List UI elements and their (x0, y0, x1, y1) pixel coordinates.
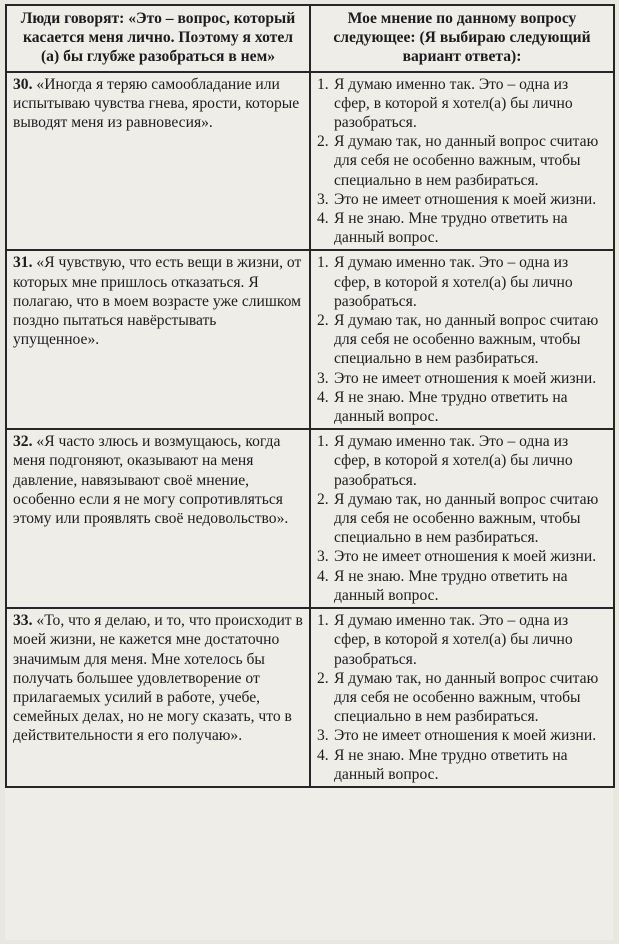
answer-option-text: Я не знаю. Мне трудно ответить на данный вопрос. (334, 746, 568, 783)
question-text: «Я часто злюсь и возмущаюсь, когда меня подгоняют, оказывают на меня давление, навязывают своё мнение, особенно если я не могу сопротивляться этому или проявлять своё недовольство». (13, 433, 289, 528)
answer-option[interactable] (317, 388, 607, 426)
answer-option-number: 1. (317, 433, 329, 451)
answer-option[interactable] (317, 547, 607, 566)
answer-option[interactable] (317, 190, 607, 209)
question-row (6, 429, 614, 608)
questionnaire-page (5, 4, 613, 940)
answer-options (310, 72, 614, 251)
answer-option-text: Я думаю так, но данный вопрос считаю для себя не особенно важным, чтобы специально в нем разбираться. (334, 669, 599, 726)
question-text: «Я чувствую, что есть вещи в жизни, от которых мне пришлось отказаться. Я полагаю, что в моем возрасте уже слишком поздно пытаться навёрстывать упущенное». (13, 254, 302, 349)
question-statement (6, 72, 310, 251)
answer-option[interactable] (317, 726, 607, 745)
answer-option[interactable] (317, 132, 607, 190)
answer-option[interactable] (317, 567, 607, 605)
answer-option[interactable] (317, 75, 607, 133)
question-statement (6, 608, 310, 787)
question-row (6, 608, 614, 787)
answer-option-text: Я думаю так, но данный вопрос считаю для себя не особенно важным, чтобы специально в нем разбираться. (334, 312, 599, 368)
question-number: 33. (13, 612, 33, 630)
question-number: 32. (13, 433, 33, 451)
question-number: 31. (13, 254, 33, 272)
answer-option-number: 2. (317, 312, 329, 330)
answer-options-list (317, 253, 607, 426)
answer-option-number: 3. (317, 548, 329, 566)
answer-option[interactable] (317, 490, 607, 548)
answer-option-number: 1. (317, 612, 329, 630)
answer-option[interactable] (317, 746, 607, 784)
answer-options (310, 429, 614, 608)
answer-option-number: 4. (317, 210, 329, 228)
question-text: «Иногда я теряю самообладание или испытываю чувства гнева, ярости, которые выводят меня из равновесия». (13, 75, 300, 132)
question-statement (6, 250, 310, 429)
answer-option[interactable] (317, 369, 607, 388)
answer-option-text: Я думаю именно так. Это – одна из сфер, в которой я хотел(а) бы лично разобраться. (334, 75, 573, 132)
answer-options-list (317, 75, 607, 248)
answer-option-text: Это не имеет отношения к моей жизни. (334, 727, 597, 745)
answer-option[interactable] (317, 432, 607, 490)
answer-option-number: 1. (317, 75, 329, 93)
answer-option-text: Я думаю именно так. Это – одна из сфер, в которой я хотел(а) бы лично разобраться. (334, 254, 573, 310)
answer-options-list (317, 611, 607, 784)
answer-option-text: Это не имеет отношения к моей жизни. (334, 190, 597, 208)
header-opinion: Мое мнение по данному вопросу следующее: (Я выбираю следующий вариант ответа): (310, 5, 614, 72)
answer-option-number: 4. (317, 746, 329, 764)
question-rows (6, 72, 614, 787)
question-row (6, 72, 614, 251)
answer-option-number: 3. (317, 190, 329, 208)
question-row (6, 250, 614, 429)
answer-option-number: 2. (317, 133, 329, 151)
header-row (6, 5, 614, 72)
question-statement (6, 429, 310, 608)
answer-option[interactable] (317, 611, 607, 669)
answer-option-text: Это не имеет отношения к моей жизни. (334, 369, 597, 387)
answer-option-number: 1. (317, 254, 329, 272)
answer-option-text: Я думаю так, но данный вопрос считаю для себя не особенно важным, чтобы специально в нем разбираться. (334, 133, 599, 189)
answer-option-number: 3. (317, 727, 329, 745)
answer-option-number: 4. (317, 388, 329, 406)
answer-option-text: Я не знаю. Мне трудно ответить на данный вопрос. (334, 210, 568, 247)
answer-option-text: Я думаю так, но данный вопрос считаю для себя не особенно важным, чтобы специально в нем разбираться. (334, 490, 599, 547)
answer-option-number: 3. (317, 369, 329, 387)
answer-option[interactable] (317, 311, 607, 369)
answer-option-number: 4. (317, 567, 329, 585)
answer-option-number: 2. (317, 669, 329, 687)
answer-option-text: Это не имеет отношения к моей жизни. (334, 548, 597, 566)
question-number: 30. (13, 75, 33, 93)
answer-options (310, 608, 614, 787)
answer-options-list (317, 432, 607, 605)
questionnaire-table (5, 4, 615, 788)
answer-options (310, 250, 614, 429)
answer-option-text: Я не знаю. Мне трудно ответить на данный вопрос. (334, 388, 568, 426)
answer-option[interactable] (317, 669, 607, 727)
answer-option-text: Я думаю именно так. Это – одна из сфер, в которой я хотел(а) бы лично разобраться. (334, 433, 573, 489)
answer-option-text: Я не знаю. Мне трудно ответить на данный вопрос. (334, 567, 568, 604)
answer-option-text: Я думаю именно так. Это – одна из сфер, в которой я хотел(а) бы лично разобраться. (334, 612, 573, 668)
answer-option-number: 2. (317, 490, 329, 508)
answer-option[interactable] (317, 209, 607, 247)
header-statement: Люди говорят: «Это – вопрос, который касается меня лично. Поэтому я хотел (а) бы глубже разобраться в нем» (6, 5, 310, 72)
question-text: «То, что я делаю, и то, что происходит в моей жизни, не кажется мне достаточно значимым для меня. Мне хотелось бы получать большее удовлетворение от прилагаемых усилий в работе, учебе, семейных делах, но не могу сказать, что в действительности я его получаю». (13, 612, 303, 745)
answer-option[interactable] (317, 253, 607, 311)
